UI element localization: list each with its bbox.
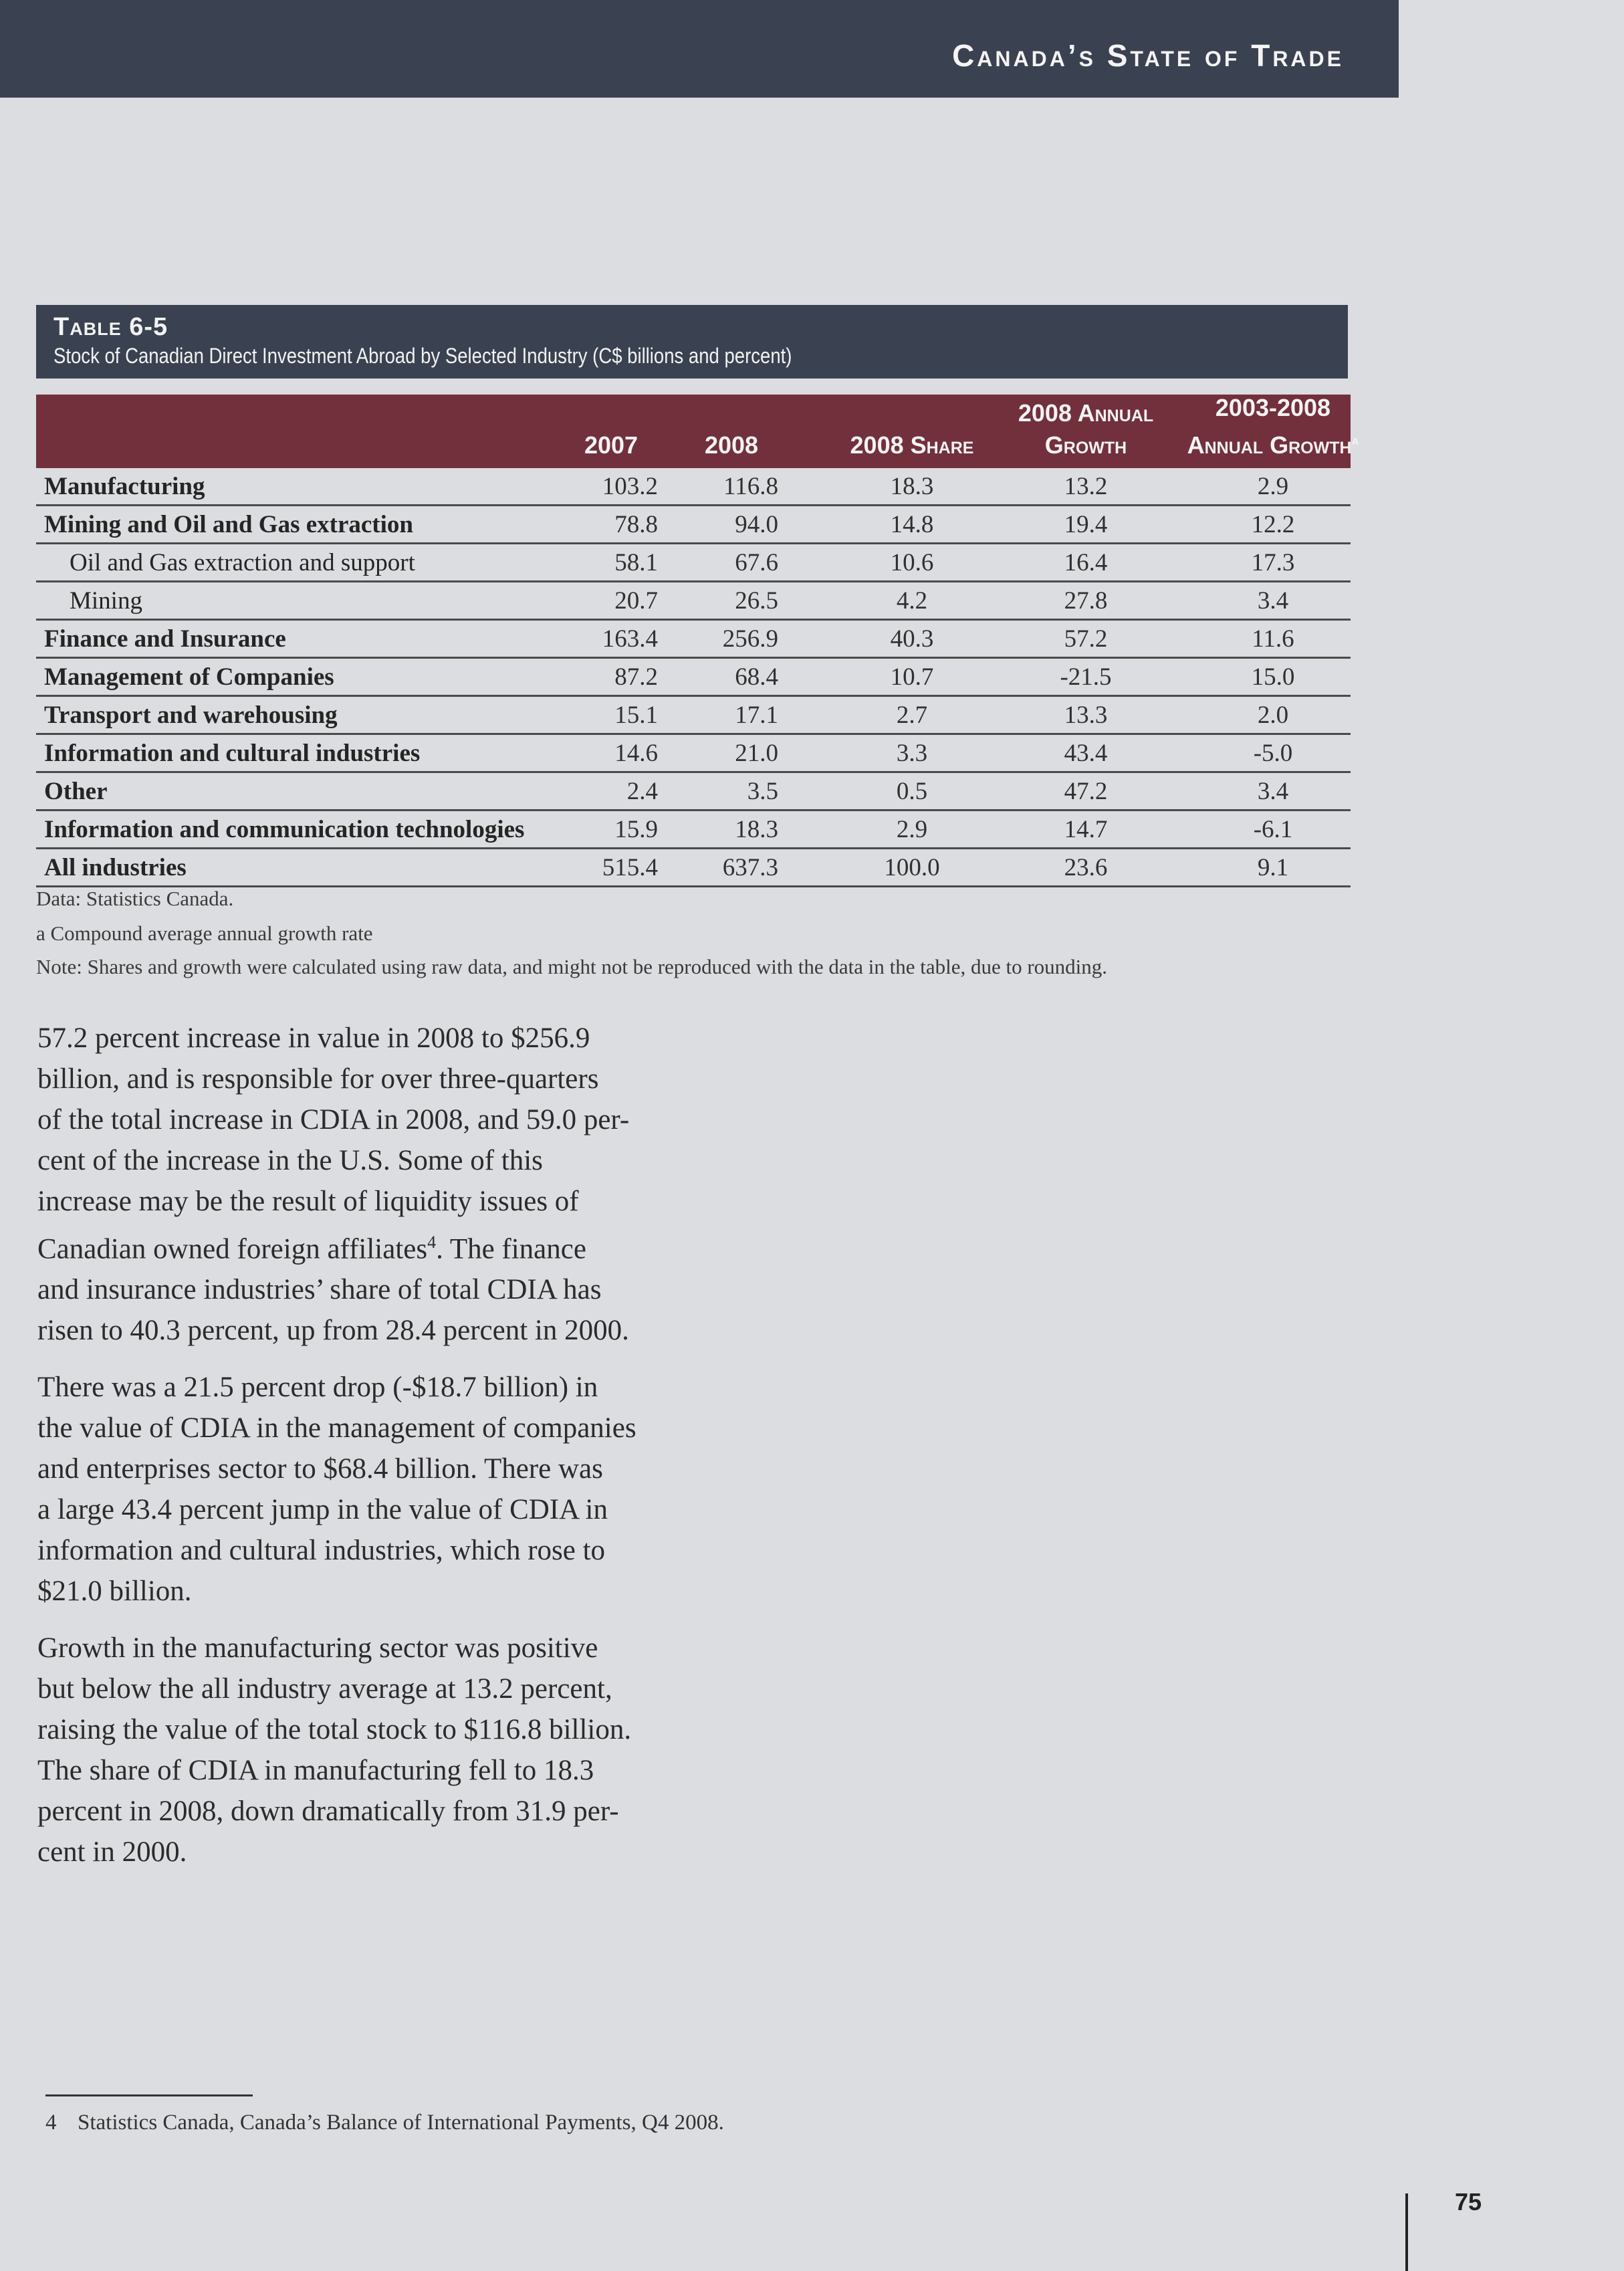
table-footnote-a: a Compound average annual growth rate bbox=[36, 922, 373, 945]
growth-2008: 43.4 bbox=[1064, 740, 1108, 767]
value-2007: 515.4 bbox=[602, 854, 658, 881]
share-2008: 18.3 bbox=[890, 473, 934, 500]
growth-2003-2008: 11.6 bbox=[1252, 625, 1294, 653]
table-row bbox=[36, 506, 1351, 544]
industry-label: Mining and Oil and Gas extraction bbox=[44, 511, 413, 538]
header-superscript-a: a bbox=[1351, 431, 1359, 448]
growth-2003-2008: 15.0 bbox=[1251, 663, 1295, 691]
growth-2008: 16.4 bbox=[1064, 549, 1108, 576]
industry-label: Mining bbox=[70, 587, 142, 615]
value-2008: 67.6 bbox=[735, 549, 778, 576]
value-2008: 3.5 bbox=[747, 778, 778, 805]
growth-2003-2008: -5.0 bbox=[1253, 740, 1293, 767]
growth-2008: 23.6 bbox=[1064, 854, 1108, 881]
value-2008: 17.1 bbox=[735, 701, 778, 729]
value-2008: 94.0 bbox=[735, 511, 778, 538]
value-2007: 15.1 bbox=[614, 701, 658, 729]
text-line: The share of CDIA in manufacturing fell to 18.3 bbox=[37, 1755, 594, 1787]
page-number-rule bbox=[1405, 2193, 1408, 2271]
growth-2008: 13.2 bbox=[1064, 473, 1108, 500]
growth-2003-2008: 2.9 bbox=[1257, 473, 1289, 500]
text-line: but below the all industry average at 13.2 percent, bbox=[37, 1673, 612, 1705]
table-row bbox=[36, 621, 1351, 659]
share-2008: 0.5 bbox=[896, 778, 928, 805]
growth-2008: 13.3 bbox=[1064, 701, 1108, 729]
text-line: and enterprises sector to $68.4 billion. There was bbox=[37, 1453, 603, 1485]
share-2008: 4.2 bbox=[896, 587, 928, 615]
text-line: . The finance bbox=[436, 1233, 586, 1265]
table-row bbox=[36, 735, 1351, 773]
table-row bbox=[36, 773, 1351, 811]
growth-2008: -21.5 bbox=[1060, 663, 1112, 691]
industry-label: Information and cultural industries bbox=[44, 740, 421, 767]
share-2008: 100.0 bbox=[884, 854, 940, 881]
footnote-number: 4 bbox=[45, 2111, 57, 2135]
table-number: Table 6-5 bbox=[53, 313, 168, 341]
value-2007: 78.8 bbox=[614, 511, 658, 538]
table-row bbox=[36, 582, 1351, 621]
value-2008: 18.3 bbox=[735, 816, 778, 843]
paragraph-2 bbox=[37, 1367, 679, 1612]
header-2008: 2008 bbox=[704, 431, 759, 459]
paragraph-3 bbox=[37, 1628, 679, 1872]
industry-label: All industries bbox=[44, 854, 187, 881]
table-row bbox=[36, 659, 1351, 697]
growth-2003-2008: 2.0 bbox=[1257, 701, 1289, 729]
growth-2003-2008: 9.1 bbox=[1257, 854, 1289, 881]
text-line: a large 43.4 percent jump in the value of CDIA in bbox=[37, 1494, 608, 1526]
value-2007: 163.4 bbox=[602, 625, 658, 653]
page-number: 75 bbox=[1455, 2188, 1482, 2215]
header-2003-2008-growth-line2: Annual Growth bbox=[1187, 431, 1352, 459]
data-table bbox=[36, 394, 1359, 887]
value-2007: 2.4 bbox=[626, 778, 658, 805]
footnote bbox=[45, 2111, 724, 2135]
value-2007: 14.6 bbox=[614, 740, 658, 767]
value-2008: 116.8 bbox=[723, 473, 778, 500]
table-row bbox=[36, 697, 1351, 735]
industry-label: Information and communication technologies bbox=[44, 816, 525, 843]
growth-2003-2008: 17.3 bbox=[1251, 549, 1295, 576]
value-2008: 21.0 bbox=[735, 740, 778, 767]
growth-2008: 47.2 bbox=[1064, 778, 1108, 805]
value-2007: 87.2 bbox=[614, 663, 658, 691]
header-2008-annual-growth-line2: Growth bbox=[1044, 431, 1127, 459]
value-2007: 15.9 bbox=[614, 816, 658, 843]
text-line: Canadian owned foreign affiliates bbox=[37, 1233, 428, 1265]
table-note: Note: Shares and growth were calculated using raw data, and might not be reproduced with the data in the table, due to rounding. bbox=[36, 955, 1108, 978]
text-line: risen to 40.3 percent, up from 28.4 percent in 2000. bbox=[37, 1315, 629, 1347]
share-2008: 2.9 bbox=[896, 816, 928, 843]
growth-2008: 14.7 bbox=[1064, 816, 1108, 843]
text-line: increase may be the result of liquidity issues of bbox=[37, 1186, 579, 1217]
industry-label: Finance and Insurance bbox=[44, 625, 286, 653]
running-head-title: Canada’s State of Trade bbox=[952, 38, 1344, 73]
header-2003-2008-growth-line1: 2003-2008 bbox=[1215, 394, 1331, 421]
text-line: percent in 2008, down dramatically from 31.9 per- bbox=[37, 1796, 619, 1828]
header-2003-2008-growth bbox=[1173, 392, 1373, 461]
footnote-rule bbox=[45, 2094, 253, 2096]
value-2007: 103.2 bbox=[602, 473, 658, 500]
growth-2008: 57.2 bbox=[1064, 625, 1108, 653]
text-line: of the total increase in CDIA in 2008, and 59.0 per- bbox=[37, 1104, 630, 1136]
value-2008: 26.5 bbox=[735, 587, 778, 615]
industry-label: Transport and warehousing bbox=[44, 701, 338, 729]
text-line: raising the value of the total stock to $116.8 billion. bbox=[37, 1714, 632, 1746]
table-row bbox=[36, 849, 1351, 887]
table-source: Data: Statistics Canada. bbox=[36, 887, 234, 910]
growth-2003-2008: -6.1 bbox=[1253, 816, 1293, 843]
share-2008: 10.6 bbox=[890, 549, 934, 576]
share-2008: 14.8 bbox=[890, 511, 934, 538]
growth-2008: 19.4 bbox=[1064, 511, 1108, 538]
table-header bbox=[36, 394, 1359, 468]
share-2008: 10.7 bbox=[890, 663, 934, 691]
header-2008-share: 2008 Share bbox=[850, 431, 974, 459]
growth-2008: 27.8 bbox=[1064, 587, 1108, 615]
value-2008: 637.3 bbox=[722, 854, 778, 881]
value-2007: 20.7 bbox=[614, 587, 658, 615]
text-line: information and cultural industries, which rose to bbox=[37, 1535, 606, 1567]
footnote-ref-4: 4 bbox=[427, 1232, 437, 1252]
growth-2003-2008: 3.4 bbox=[1257, 778, 1289, 805]
header-2008-annual-growth bbox=[972, 397, 1199, 461]
table-row bbox=[36, 811, 1351, 849]
value-2007: 58.1 bbox=[614, 549, 658, 576]
industry-label: Other bbox=[44, 778, 108, 805]
table-body bbox=[36, 468, 1351, 887]
growth-2003-2008: 12.2 bbox=[1251, 511, 1295, 538]
table-title: Stock of Canadian Direct Investment Abroad by Selected Industry (C$ billions and percent) bbox=[53, 344, 792, 368]
growth-2003-2008: 3.4 bbox=[1257, 587, 1289, 615]
text-line: Growth in the manufacturing sector was positive bbox=[37, 1632, 598, 1664]
industry-label: Oil and Gas extraction and support bbox=[70, 549, 415, 576]
footnote-text: Statistics Canada, Canada’s Balance of International Payments, Q4 2008. bbox=[78, 2111, 724, 2135]
table-title-box bbox=[36, 305, 1348, 378]
text-line: the value of CDIA in the management of companies bbox=[37, 1412, 636, 1444]
value-2008: 68.4 bbox=[735, 663, 778, 691]
text-line: $21.0 billion. bbox=[37, 1576, 192, 1608]
text-line: cent of the increase in the U.S. Some of this bbox=[37, 1145, 543, 1176]
body-text bbox=[37, 1018, 679, 1888]
value-2008: 256.9 bbox=[722, 625, 778, 653]
industry-label: Manufacturing bbox=[44, 473, 205, 500]
header-2008-annual-growth-line1: 2008 Annual bbox=[1018, 399, 1154, 427]
industry-label: Management of Companies bbox=[44, 663, 334, 691]
share-2008: 2.7 bbox=[896, 701, 928, 729]
running-head bbox=[0, 0, 1399, 98]
table-row bbox=[36, 468, 1351, 506]
paragraph-1 bbox=[37, 1018, 679, 1351]
text-line: billion, and is responsible for over three-quarters bbox=[37, 1063, 599, 1095]
text-line: cent in 2000. bbox=[37, 1836, 187, 1868]
text-line: There was a 21.5 percent drop (-$18.7 billion) in bbox=[37, 1372, 598, 1404]
text-line: 57.2 percent increase in value in 2008 to $256.9 bbox=[37, 1022, 590, 1054]
table-row bbox=[36, 544, 1351, 582]
text-line: and insurance industries’ share of total CDIA has bbox=[37, 1274, 602, 1306]
header-2007: 2007 bbox=[584, 431, 639, 459]
share-2008: 3.3 bbox=[896, 740, 928, 767]
share-2008: 40.3 bbox=[890, 625, 934, 653]
